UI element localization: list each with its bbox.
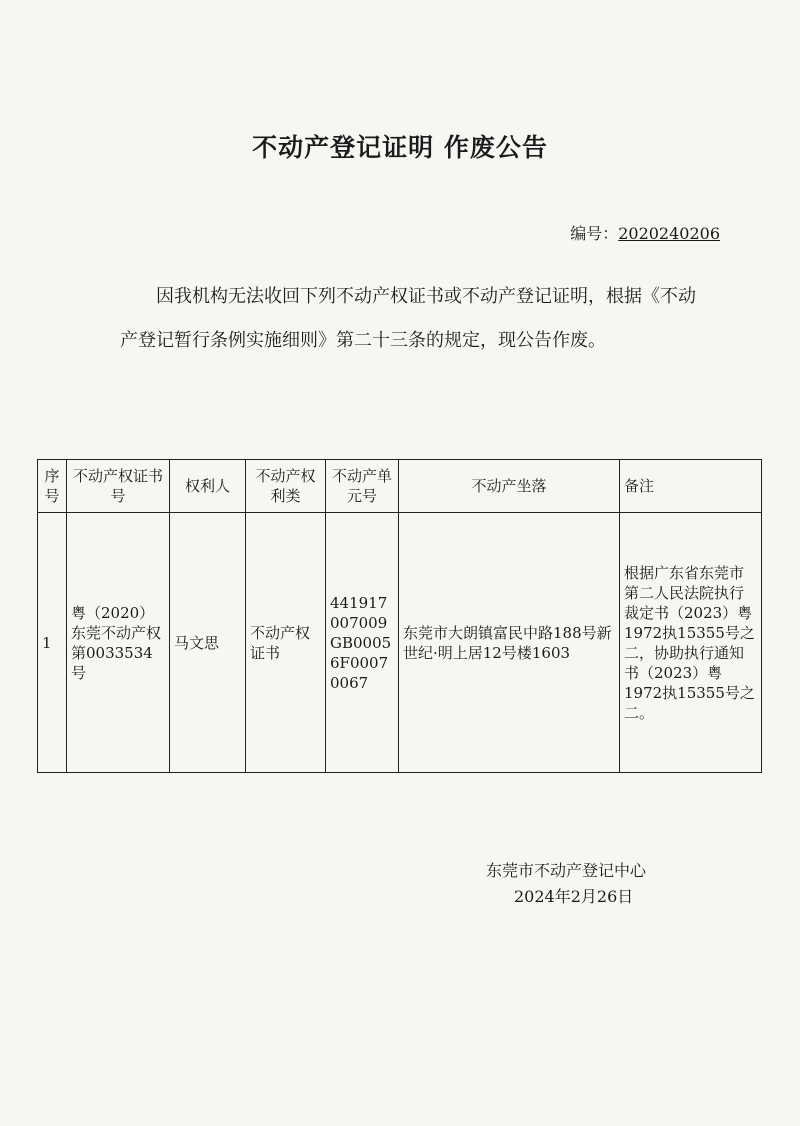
cell-index: 1 <box>38 513 67 773</box>
header-index: 序号 <box>38 460 67 513</box>
cell-location: 东莞市大朗镇富民中路188号新世纪·明上居12号楼1603 <box>399 513 620 773</box>
signature-block <box>0 858 800 910</box>
document-number-label: 编号： <box>570 224 619 243</box>
cell-certificate-no: 粤（2020）东莞不动产权第0033534号 <box>67 513 170 773</box>
header-unit-no: 不动产单元号 <box>326 460 399 513</box>
cell-right-type: 不动产权证书 <box>246 513 326 773</box>
announcement-body <box>120 275 700 363</box>
cell-unit-no: 441917007009GB00056F00070067 <box>326 513 399 773</box>
document-number-value: 2020240206 <box>618 224 720 243</box>
document-number <box>570 221 720 244</box>
table-header-row <box>38 460 762 513</box>
announcement-paragraph: 因我机构无法收回下列不动产权证书或不动产登记证明，根据《不动产登记暂行条例实施细则》第二十三条的规定，现公告作废。 <box>120 286 696 351</box>
document-title: 不动产登记证明 作废公告 <box>252 133 548 162</box>
cell-owner: 马文思 <box>170 513 246 773</box>
header-remarks: 备注 <box>620 460 762 513</box>
issue-date: 2024年2月26日 <box>514 887 634 906</box>
header-right-type: 不动产权利类 <box>246 460 326 513</box>
header-owner: 权利人 <box>170 460 246 513</box>
table-row <box>38 513 762 773</box>
issuing-organization: 东莞市不动产登记中心 <box>486 861 647 880</box>
header-certificate-no: 不动产权证书号 <box>67 460 170 513</box>
header-location: 不动产坐落 <box>399 460 620 513</box>
void-certificate-table <box>37 459 762 773</box>
cell-remarks: 根据广东省东莞市第二人民法院执行裁定书（2023）粤1972执15355号之二，协助执行通知书（2023）粤1972执15355号之二。 <box>620 513 762 773</box>
